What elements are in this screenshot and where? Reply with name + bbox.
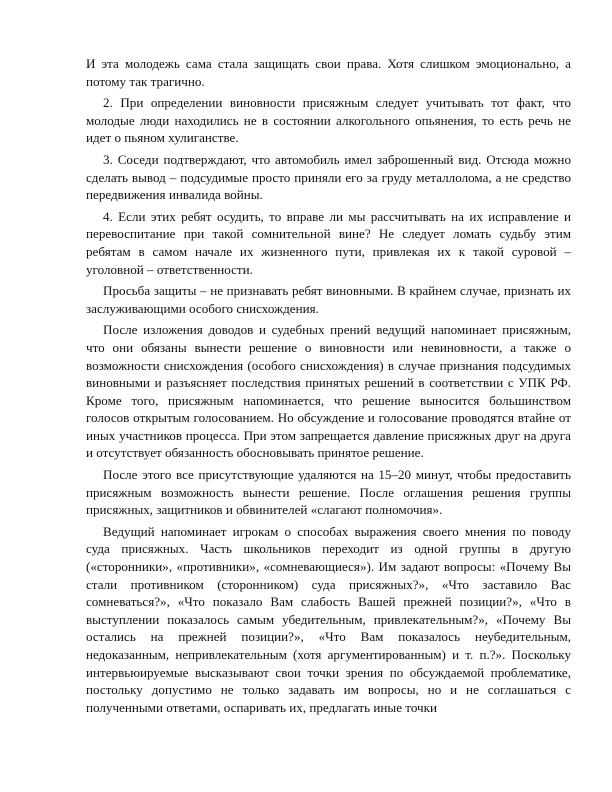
page-body [86,55,571,720]
paragraph-point-4: 4. Если этих ребят осудить, то вправе ли мы рассчитывать на их исправление и перевоспитание при такой сомнительной вине? Не следует ломать судьбу этим ребятам в самом начале их жизненного пути, привлекая их к такой суровой – уголовной – ответственности. [86,208,571,277]
paragraph-questions: Ведущий напоминает игрокам о способах выражения своего мнения по поводу суда присяжных. Часть школьников переходит из одной группы в другую («сторонники», «противники», «сомневающиеся»). Им задают вопросы: «Почему Вы стали противником (сторонником) суда присяжных?», «Что заставило Вас сомневаться?», «Что показало Вам слабость Вашей прежней позиции?», «Что в выступлении показалось самым убедительным, привлекательным?», «Почему Вы остались на прежней позиции?», «Что Вам показалось неубедительным, недоказанным, непривлекательным (хотя аргументированным) и т. п.?». Поскольку интервьюируемые высказывают свои точки зрения по обсуждаемой проблематике, постольку допустимо не только задавать им вопросы, но и не соглашаться с полученными ответами, оспаривать их, предлагать иные точки [86,523,571,715]
paragraph-defense-request: Просьба защиты – не признавать ребят виновными. В крайнем случае, признать их заслуживающими особого снисхождения. [86,283,571,316]
paragraph-deliberation: После этого все присутствующие удаляются на 15–20 минут, чтобы предоставить присяжным возможность вынести решение. После оглашения решения группы присяжных, защитников и обвинителей «слагают полномочия». [86,467,571,518]
paragraph-continuation: И эта молодежь сама стала защищать свои права. Хотя слишком эмоционально, а потому так трагично. [86,56,571,89]
paragraph-point-2: 2. При определении виновности присяжным следует учитывать тот факт, что молодые люди находились не в состоянии алкогольного опьянения, то есть речь не идет о пьяном хулиганстве. [86,95,571,146]
paragraph-point-3: 3. Соседи подтверждают, что автомобиль имел заброшенный вид. Отсюда можно сделать вывод – подсудимые просто приняли его за груду металлолома, а не средство передвижения инвалида войны. [86,151,571,203]
paragraph-host-reminder: После изложения доводов и судебных прений ведущий напоминает присяжным, что они обязаны вынести решение о виновности или невиновности, а также о возможности снисхождения (особого снисхождения) в случае признания подсудимых виновными и разъясняет последствия принятых решений в соответствии с УПК РФ. Кроме того, присяжным напоминается, что решение выносится большинством голосов открытым голосованием. Но обсуждение и голосование проводятся втайне от иных участников процесса. При этом запрещается давление присяжных друг на друга и отсутствует обязанность обосновывать принятое решение. [86,322,571,461]
